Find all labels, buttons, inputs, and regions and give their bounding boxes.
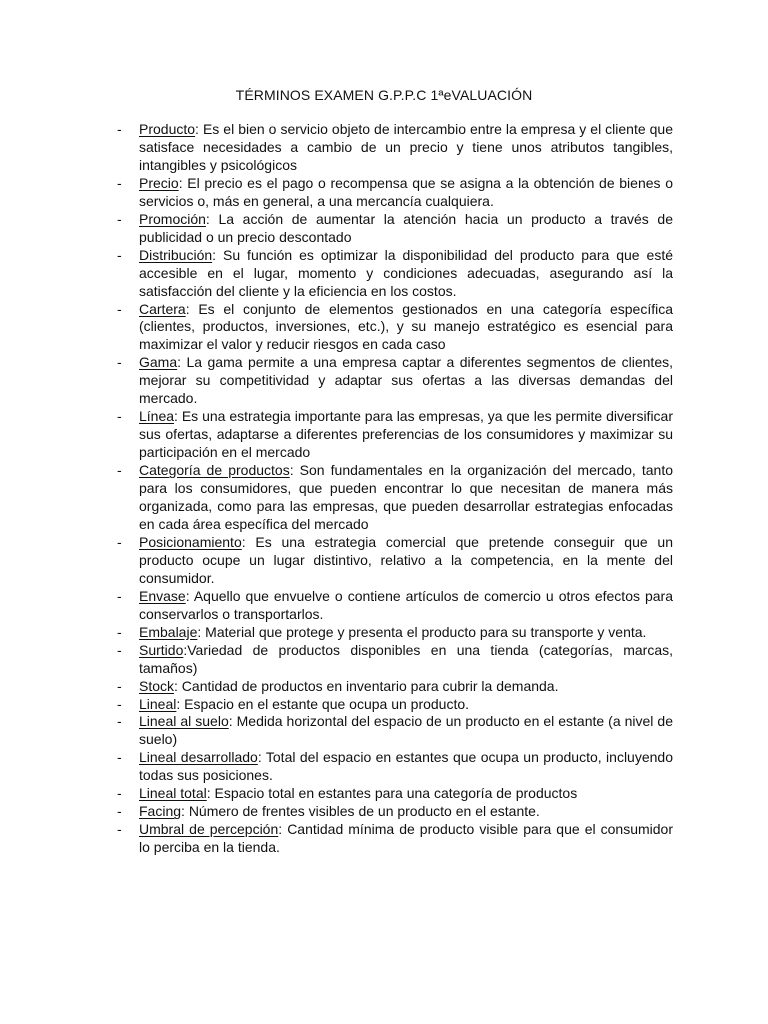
list-item xyxy=(117,247,673,301)
list-item xyxy=(117,354,673,408)
list-bullet: - xyxy=(117,121,122,137)
list-item xyxy=(117,642,673,678)
term-name: Línea xyxy=(139,408,175,425)
term-name: Producto xyxy=(139,121,196,137)
term-separator: : xyxy=(257,749,266,766)
term-separator: : xyxy=(181,803,189,820)
term-separator: : xyxy=(205,210,219,227)
list-bullet: - xyxy=(117,749,122,766)
term-separator: : xyxy=(185,300,199,317)
list-item xyxy=(117,821,673,857)
list-item xyxy=(117,803,673,821)
term-name: Facing xyxy=(139,803,182,820)
term-definition: La gama permite a una empresa captar a diferentes segmentos de clientes, mejorar su competitividad y adaptar sus ofertas a las diversas demandas del mercado. xyxy=(139,354,673,407)
list-item xyxy=(117,175,673,211)
list-bullet: - xyxy=(117,641,122,658)
list-bullet: - xyxy=(117,300,122,317)
list-item xyxy=(117,588,673,624)
term-definition: Es el bien o servicio objeto de intercambio entre la empresa y el cliente que satisface necesidades a cambio de un precio y tiene unos atributos tangibles, intangibles y psicológicos xyxy=(139,121,674,173)
term-name: Promoción xyxy=(139,210,206,227)
term-name: Posicionamiento xyxy=(139,533,242,550)
list-item xyxy=(117,211,673,247)
list-item xyxy=(117,785,673,803)
term-definition: Total del espacio en estantes que ocupa un producto, incluyendo todas sus posiciones. xyxy=(139,749,673,784)
term-name: Lineal xyxy=(139,695,177,712)
term-definition: El precio es el pago o recompensa que se asigna a la obtención de bienes o servicios o, más en general, a una mercancía cualquiera. xyxy=(139,174,673,209)
term-definition: Es el conjunto de elementos gestionados en una categoría específica (clientes, productos, inversiones, etc.), y su manejo estratégico es esencial para maximizar el valor y reducir riesgos en cada caso xyxy=(139,300,673,353)
term-separator: : xyxy=(174,408,182,425)
list-item xyxy=(117,301,673,355)
list-bullet: - xyxy=(117,533,122,550)
term-name: Lineal al suelo xyxy=(139,713,229,730)
term-name: Lineal total xyxy=(139,785,207,802)
term-name: Envase xyxy=(139,587,186,604)
list-bullet: - xyxy=(117,462,122,479)
list-bullet: - xyxy=(117,210,122,227)
term-definition: La acción de aumentar la atención hacia un producto a través de publicidad o un precio descontado xyxy=(139,210,673,245)
list-item xyxy=(117,749,673,785)
list-bullet: - xyxy=(117,174,122,191)
list-item xyxy=(117,678,673,696)
list-item xyxy=(117,462,673,534)
term-definition: Material que protege y presenta el producto para su transporte y venta. xyxy=(205,623,647,640)
list-bullet: - xyxy=(117,803,122,820)
term-definition: Son fundamentales en la organización del mercado, tanto para los consumidores, que pueden encontrar lo que necesitan de manera más organizada, como para las empresas, que pueden desarrollar estrategias enfocadas en cada área específica del mercado xyxy=(139,462,673,532)
term-name: Umbral de percepción xyxy=(139,821,279,838)
term-definition: Medida horizontal del espacio de un producto en el estante (a nivel de suelo) xyxy=(139,713,673,748)
term-separator: : xyxy=(185,587,194,604)
term-definition: Número de frentes visibles de un producto en el estante. xyxy=(188,803,540,820)
term-name: Embalaje xyxy=(139,623,198,640)
term-separator: : xyxy=(228,713,237,730)
term-name: Distribución xyxy=(139,246,213,263)
term-name: Precio xyxy=(139,174,179,191)
list-bullet: - xyxy=(117,677,122,694)
list-bullet: - xyxy=(117,587,122,604)
term-separator: : xyxy=(195,121,203,137)
term-definition: Variedad de productos disponibles en una tienda (categorías, marcas, tamaños) xyxy=(139,641,673,676)
term-name: Stock xyxy=(139,677,175,694)
term-definition: Espacio total en estantes para una categoría de productos xyxy=(214,785,578,802)
term-definition: Cantidad de productos en inventario para cubrir la demanda. xyxy=(181,677,559,694)
list-item xyxy=(117,713,673,749)
list-item xyxy=(117,408,673,462)
term-definition: Espacio en el estante que ocupa un producto. xyxy=(184,695,470,712)
term-separator: : xyxy=(177,354,187,371)
term-separator: : xyxy=(178,174,188,191)
term-separator: : xyxy=(278,821,288,838)
list-bullet: - xyxy=(117,354,122,371)
term-name: Lineal desarrollado xyxy=(139,749,258,766)
term-separator: : xyxy=(197,623,206,640)
term-separator: : xyxy=(289,462,300,479)
list-bullet: - xyxy=(117,695,122,712)
list-item xyxy=(117,624,673,642)
term-definition: Es una estrategia importante para las empresas, ya que les permite diversificar sus ofertas, adaptarse a diferentes preferencias de los consumidores y maximizar su participación en el mercado xyxy=(139,408,673,461)
term-separator: : xyxy=(206,785,215,802)
list-bullet: - xyxy=(117,408,122,425)
term-name: Categoría de productos xyxy=(139,462,290,479)
term-name: Gama xyxy=(139,354,178,371)
term-name: Surtido xyxy=(139,641,184,658)
term-definition: Cantidad mínima de producto visible para que el consumidor lo perciba en la tienda. xyxy=(139,821,673,856)
term-separator: : xyxy=(241,533,256,550)
term-name: Cartera xyxy=(139,300,186,317)
list-item xyxy=(117,121,673,175)
list-bullet: - xyxy=(117,246,122,263)
list-bullet: - xyxy=(117,713,122,730)
list-bullet: - xyxy=(117,785,122,802)
list-item xyxy=(117,534,673,588)
term-separator: : xyxy=(176,695,185,712)
term-definition: Aquello que envuelve o contiene artículos de comercio u otros efectos para conservarlos o transportarlos. xyxy=(139,587,673,622)
term-separator: : xyxy=(212,246,223,263)
term-definition: Su función es optimizar la disponibilidad del producto para que esté accesible en el lugar, momento y condiciones adecuadas, asegurando así la satisfacción del cliente y la eficiencia en los costos. xyxy=(139,246,673,299)
list-bullet: - xyxy=(117,623,122,640)
terms-list xyxy=(117,121,673,857)
term-separator: : xyxy=(183,641,188,658)
term-separator: : xyxy=(174,677,182,694)
term-definition: Es una estrategia comercial que pretende conseguir que un producto ocupe un lugar distintivo, relativo a la competencia, en la mente del consumidor. xyxy=(139,533,673,586)
page-title: TÉRMINOS EXAMEN G.P.P.C 1ªeVALUACIÓN xyxy=(235,87,533,103)
list-item xyxy=(117,696,673,714)
list-bullet: - xyxy=(117,821,122,838)
